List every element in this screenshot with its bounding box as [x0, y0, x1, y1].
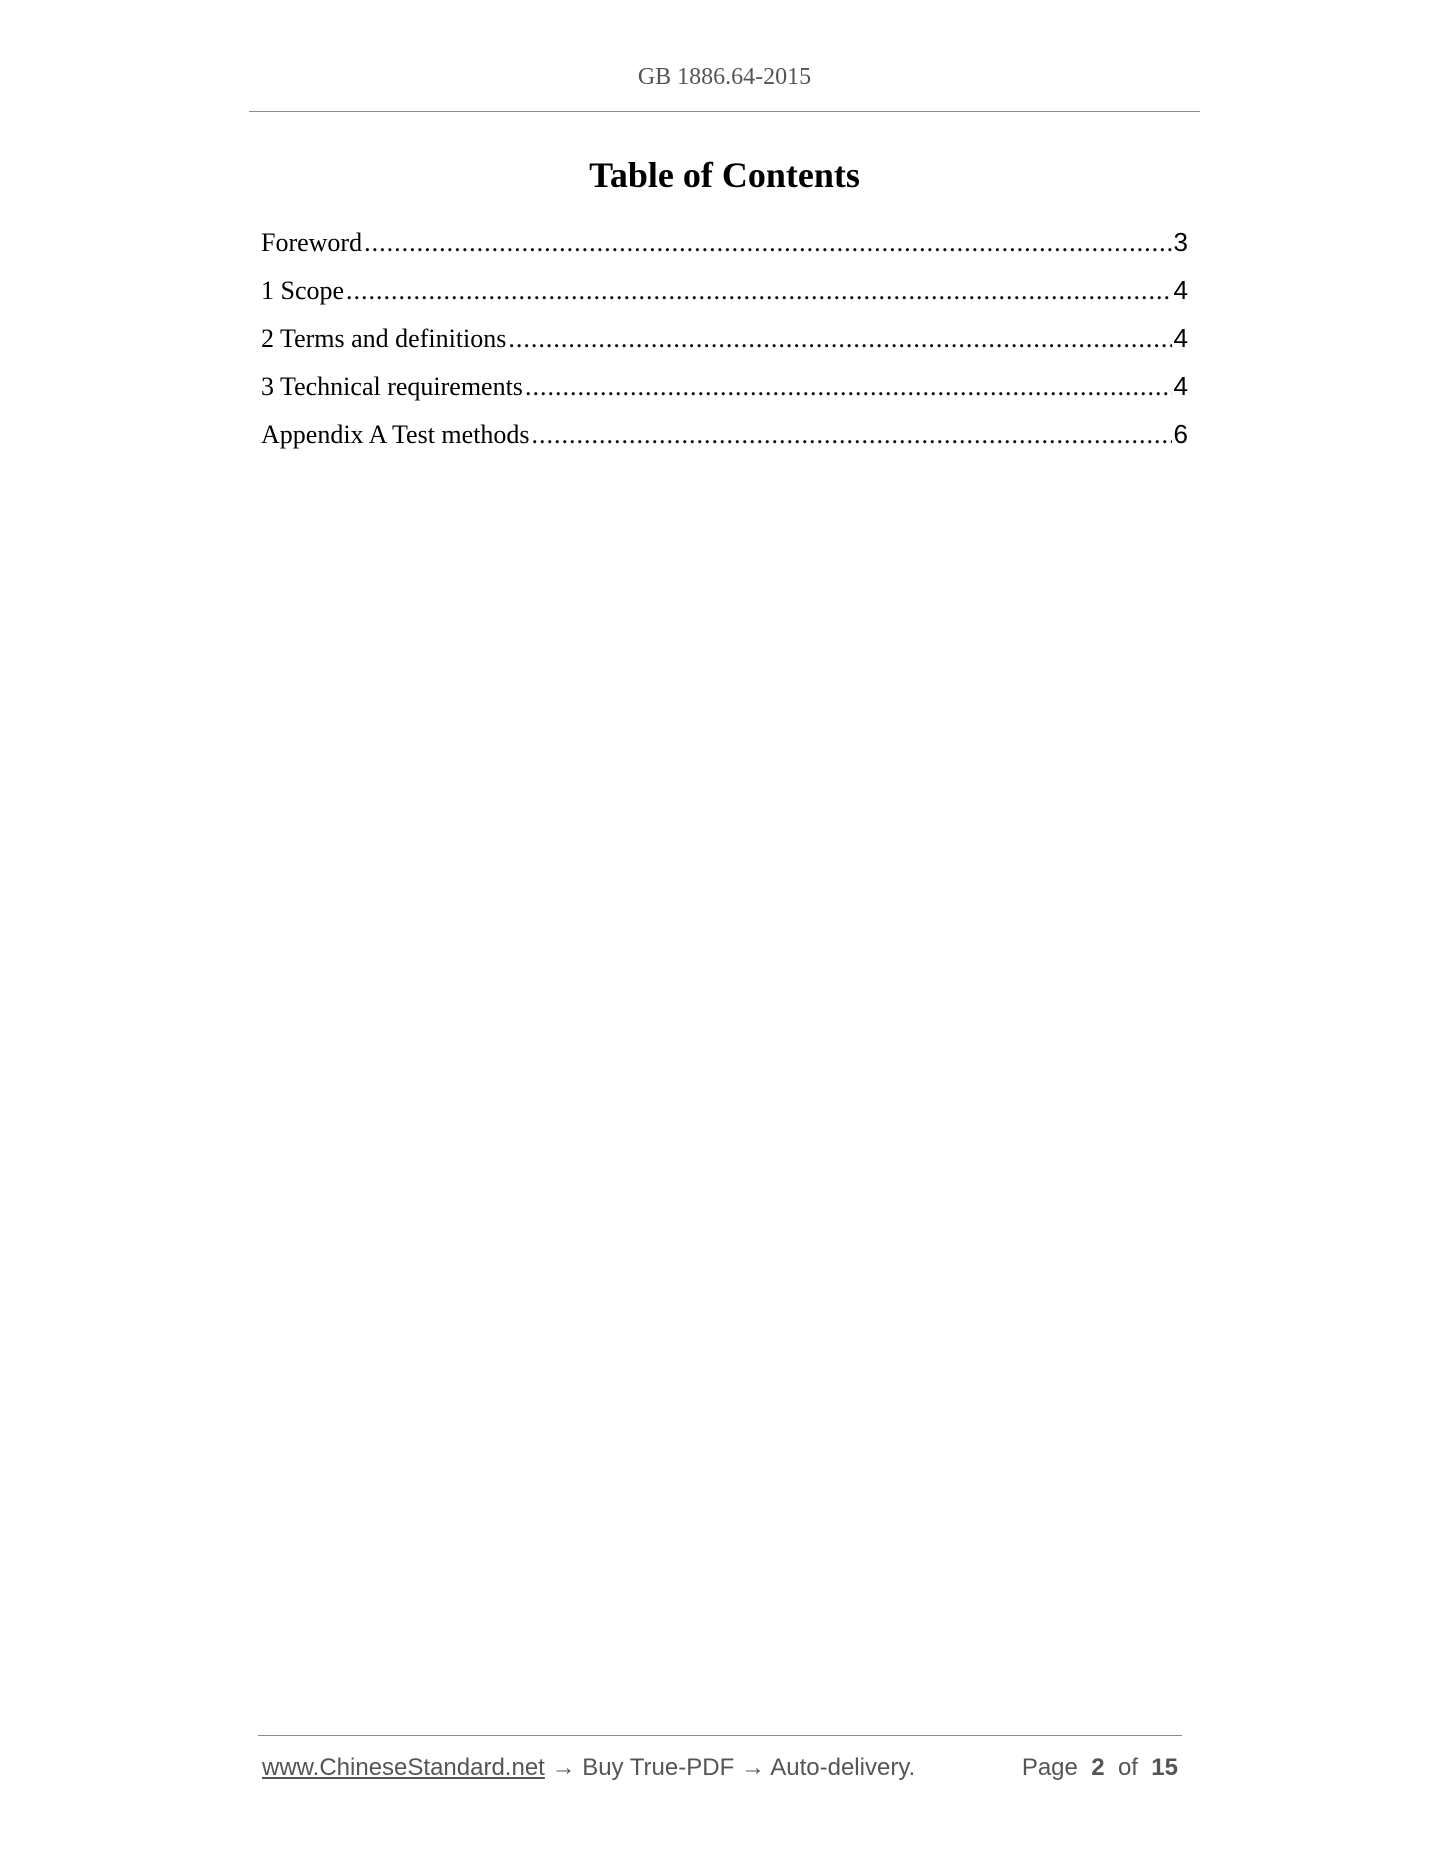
page-footer — [262, 1754, 1182, 1782]
toc-leader-dots — [525, 369, 1172, 405]
toc-leader-dots — [508, 321, 1171, 357]
toc-entry-label: 1 Scope — [261, 276, 345, 305]
toc-entry-scope[interactable] — [261, 272, 1188, 320]
footer-divider — [258, 1735, 1182, 1736]
toc-entry-appendix-a[interactable] — [261, 416, 1188, 464]
page-label: Page — [1021, 1754, 1078, 1781]
toc-entry-page: 4 — [1173, 275, 1188, 305]
toc-leader-dots — [364, 225, 1171, 261]
page-total: 15 — [1151, 1754, 1178, 1781]
header-divider — [249, 111, 1200, 112]
toc-entry-page: 6 — [1173, 419, 1188, 449]
toc-leader-dots — [532, 417, 1172, 453]
toc-title: Table of Contents — [589, 155, 860, 195]
toc-entry-page: 3 — [1173, 227, 1188, 257]
toc-leader-dots — [346, 273, 1171, 309]
toc-entry-label: 2 Terms and definitions — [261, 324, 507, 353]
site-link[interactable]: www.ChineseStandard.net — [262, 1754, 545, 1781]
toc-entry-page: 4 — [1173, 371, 1188, 401]
running-header: GB 1886.64-2015 — [637, 64, 812, 90]
toc-entry-technical-requirements[interactable] — [261, 368, 1188, 416]
toc-entry-page: 4 — [1173, 323, 1188, 353]
toc-entry-label: Foreword — [261, 228, 363, 257]
toc-entry-label: Appendix A Test methods — [261, 420, 530, 449]
of-label: of — [1117, 1754, 1138, 1781]
page-current: 2 — [1091, 1754, 1105, 1781]
toc-entry-label: 3 Technical requirements — [261, 372, 523, 401]
toc-entry-foreword[interactable] — [261, 224, 1188, 272]
arrow-right-icon: → — [740, 1754, 765, 1781]
toc-entry-terms[interactable] — [261, 320, 1188, 368]
page-indicator — [1022, 1754, 1178, 1782]
buy-true-pdf-text: Buy True-PDF — [582, 1754, 735, 1781]
auto-delivery-text: Auto-delivery. — [770, 1754, 916, 1781]
toc-list — [261, 224, 1188, 464]
arrow-right-icon: → — [551, 1754, 576, 1781]
